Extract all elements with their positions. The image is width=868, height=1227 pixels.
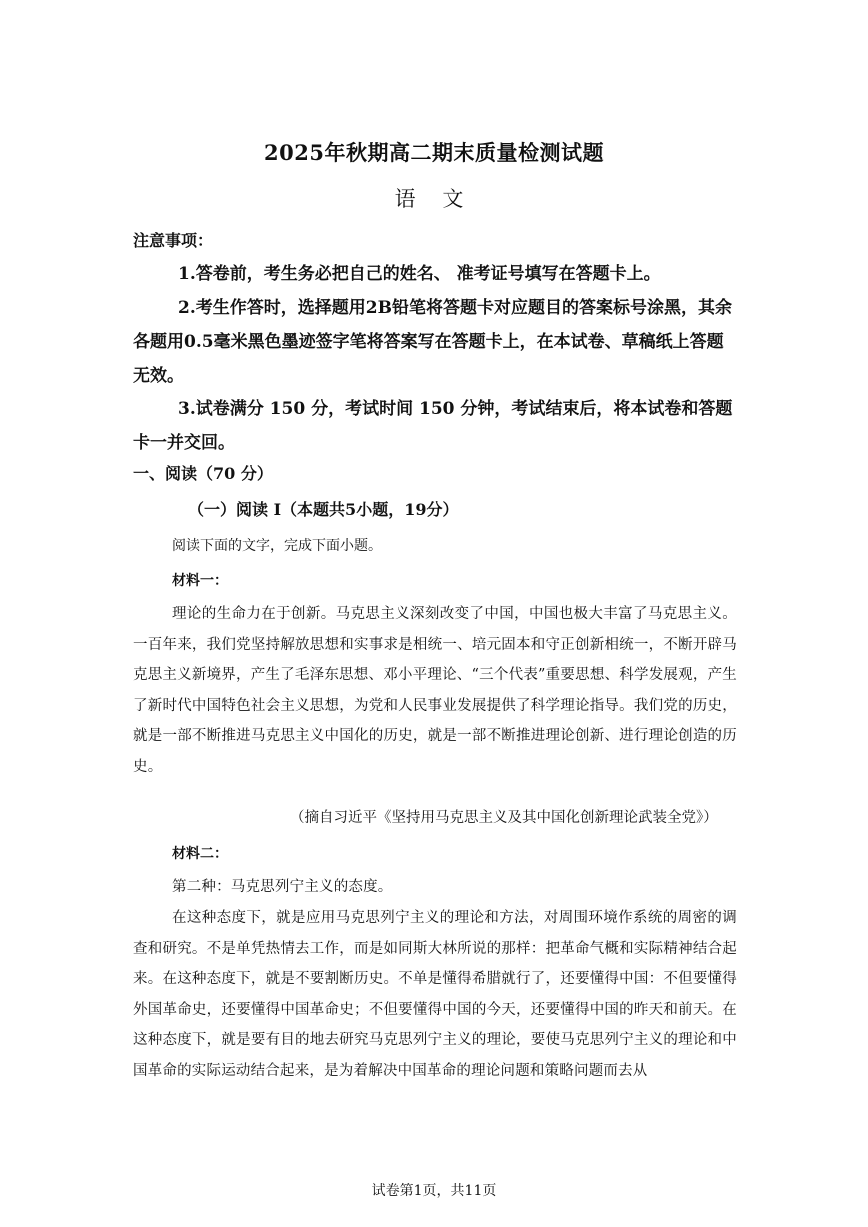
page-footer: 试卷第1页，共11页	[371, 1183, 497, 1199]
notice-item-3: 3.试卷满分 150 分，考试时间 150 分钟，考试结束后，将本试卷和答题卡一并交回。	[133, 399, 733, 453]
material-1-text: 理论的生命力在于创新。马克思主义深刻改变了中国，中国也极大丰富了马克思主义。一百年来，我们党坚持解放思想和实事求是相统一、培元固本和守正创新相统一，不断开辟马克思主义新境界，产生了毛泽东思想、邓小平理论、“三个代表”重要思想、科学发展观，产生了新时代中国特色社会主义思想，为党和人民事业发展提供了科学理论指导。我们党的历史，就是一部不断推进马克思主义中国化的历史，就是一部不断推进理论创新、进行理论创造的历史。	[133, 606, 737, 775]
material-2-label: 材料二：	[172, 846, 228, 862]
material-2-line1: 第二种：马克思列宁主义的态度。	[172, 879, 393, 895]
material-2-text: 在这种态度下，就是应用马克思列宁主义的理论和方法，对周围环境作系统的周密的调查和研究。不是单凭热情去工作，而是如同斯大林所说的那样：把革命气概和实际精神结合起来。在这种态度下，就是不要割断历史。不单是懂得希腊就行了，还要懂得中国：不但要懂得外国革命史，还要懂得中国革命史；不但要懂得中国的今天，还要懂得中国的昨天和前天。在这种态度下，就是要有目的地去研究马克思列宁主义的理论，要使马克思列宁主义的理论和中国革命的实际运动结合起来，是为着解决中国革命的理论问题和策略问题而去从	[133, 910, 737, 1079]
section-title: 一、阅读（70 分）	[133, 464, 273, 483]
instruction-text: 阅读下面的文字，完成下面小题。	[172, 538, 382, 554]
material-1-label: 材料一：	[172, 573, 228, 589]
exam-title: 2025年秋期高二期末质量检测试题	[264, 140, 604, 165]
subject-title: 语 文	[394, 187, 474, 211]
material-1-citation: （摘自习近平《坚持用马克思主义及其中国化创新理论武装全党》）	[290, 810, 718, 826]
notice-heading: 注意事项：	[133, 231, 214, 250]
subsection-title: （一）阅读 I（本题共5小题，19分）	[188, 500, 459, 519]
notice-item-1: 1.答卷前，考生务必把自己的姓名、 准考证号填写在答题卡上。	[178, 264, 661, 284]
notice-item-2: 2.考生作答时，选择题用2B铅笔将答题卡对应题目的答案标号涂黑，其余各题用0.5毫米黑色墨迹签字笔将答案写在答题卡上，在本试卷、草稿纸上答题无效。	[133, 298, 732, 386]
